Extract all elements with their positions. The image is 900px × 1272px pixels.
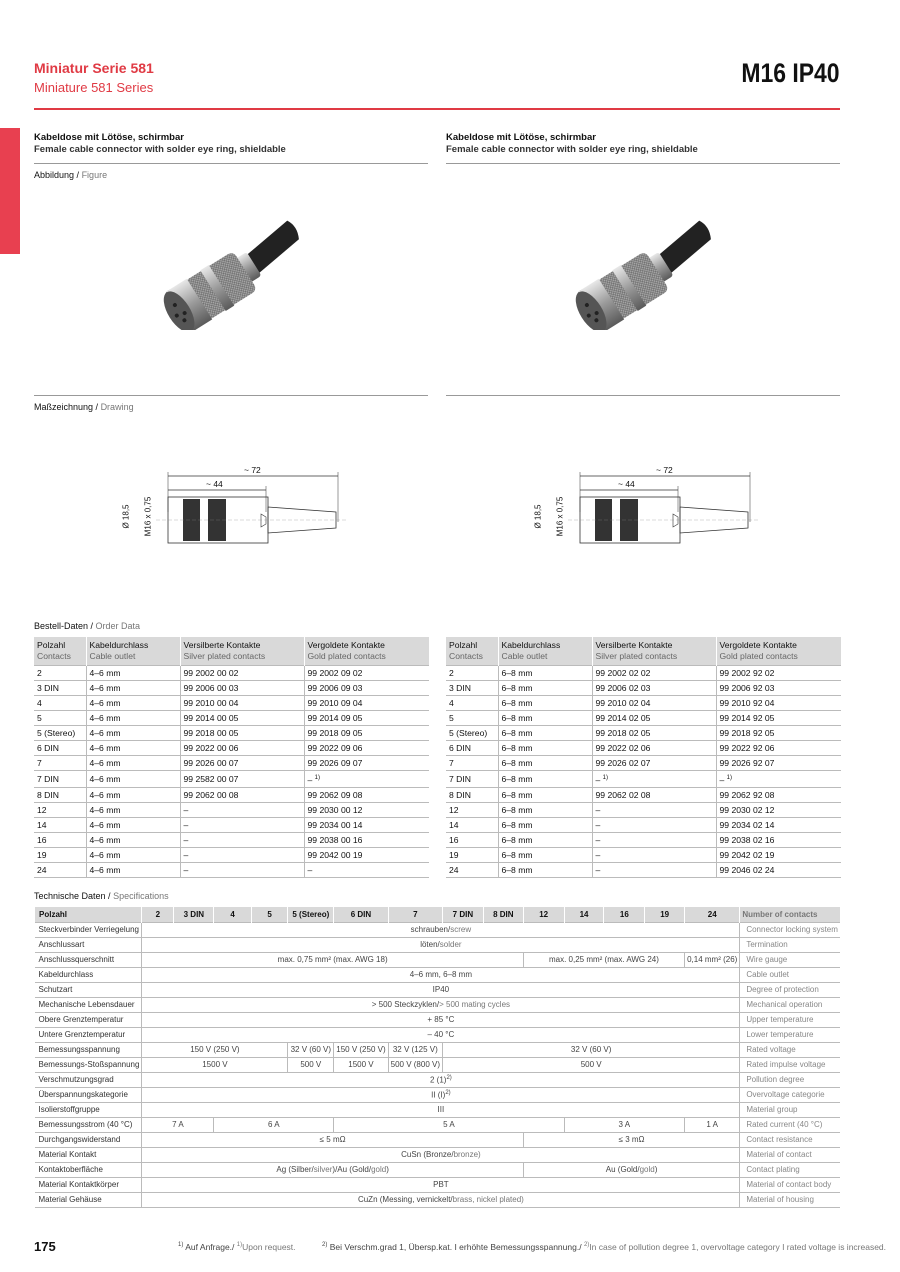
table-cell: 99 2046 02 24: [716, 862, 841, 877]
table-cell: 6–8 mm: [498, 817, 592, 832]
table-cell: –: [180, 847, 304, 862]
spec-value: – 40 °C: [142, 1027, 740, 1042]
table-cell: – $^{1)}$: [592, 771, 716, 788]
spec-header-label: Polzahl: [35, 907, 142, 922]
drawing-left: [121, 462, 356, 552]
table-cell: 99 2018 02 05: [592, 726, 716, 741]
order-header: Polzahl Contacts: [34, 637, 86, 666]
table-cell: 99 2010 02 04: [592, 696, 716, 711]
table-cell: 4–6 mm: [86, 771, 180, 788]
table-cell: –: [592, 862, 716, 877]
table-cell: 5 (Stereo): [34, 726, 86, 741]
table-cell: 6–8 mm: [498, 802, 592, 817]
spec-value: 2 $(1)^{2)}$: [142, 1072, 740, 1087]
dim-body: ~ 44: [206, 479, 223, 489]
spec-value: 500 V: [288, 1057, 334, 1072]
table-cell: 99 2062 92 08: [716, 787, 841, 802]
table-cell: 99 2034 02 14: [716, 817, 841, 832]
table-cell: 6–8 mm: [498, 666, 592, 681]
table-cell: 99 2026 09 07: [304, 756, 429, 771]
product-title-left: [34, 132, 286, 156]
spec-value: 0,14 mm² (26): [685, 952, 740, 967]
table-row: [34, 726, 429, 741]
spec-value: 32 V (60 V): [443, 1042, 740, 1057]
table-row: [34, 817, 429, 832]
table-cell: 99 2026 00 07: [180, 756, 304, 771]
connector-image-left: [150, 220, 320, 330]
spec-row-label: Durchgangswiderstand: [35, 1132, 142, 1147]
dim-overall: ~ 72: [656, 465, 673, 475]
order-header: Versilberte Kontakte Silver plated contacts: [592, 637, 716, 666]
spec-row-label: Anschlussart: [35, 937, 142, 952]
table-cell: 4–6 mm: [86, 696, 180, 711]
divider: [34, 163, 428, 164]
section-tab: [0, 128, 20, 254]
table-cell: –: [180, 817, 304, 832]
product-title-en: Female cable connector with solder eye ring, shieldable: [446, 144, 698, 155]
spec-row-en: Material of housing: [740, 1192, 840, 1207]
spec-row: [35, 997, 841, 1012]
spec-row-en: Upper temperature: [740, 1012, 840, 1027]
spec-row: [35, 1192, 841, 1207]
table-cell: 4–6 mm: [86, 756, 180, 771]
table-cell: 99 2042 00 19: [304, 847, 429, 862]
table-cell: 6–8 mm: [498, 726, 592, 741]
spec-value: 4–6 mm, 6–8 mm: [142, 967, 740, 982]
spec-value: 3 A: [564, 1117, 685, 1132]
table-cell: – $^{1)}$: [716, 771, 841, 788]
table-cell: 99 2014 92 05: [716, 711, 841, 726]
table-cell: –: [304, 862, 429, 877]
table-cell: 3 DIN: [34, 681, 86, 696]
table-row: [34, 802, 429, 817]
footnote-1: $^{1)}$ Auf Anfrage./ $^{1)}$Upon request.: [178, 1242, 296, 1252]
spec-value: III: [142, 1102, 740, 1117]
table-cell: 99 2002 09 02: [304, 666, 429, 681]
table-row: [446, 771, 841, 788]
spec-row-label: Schutzart: [35, 982, 142, 997]
table-cell: 12: [34, 802, 86, 817]
table-cell: 6 DIN: [446, 741, 498, 756]
table-cell: 6–8 mm: [498, 862, 592, 877]
spec-header-contact: 5 (Stereo): [288, 907, 334, 922]
table-cell: 4: [446, 696, 498, 711]
spec-row-en: Cable outlet: [740, 967, 840, 982]
order-header: Kabeldurchlass Cable outlet: [498, 637, 592, 666]
spec-value: 32 V (60 V): [288, 1042, 334, 1057]
spec-value: ≤ 3 mΩ: [523, 1132, 740, 1147]
spec-label: Technische Daten / Specifications: [34, 891, 169, 901]
order-header: Versilberte Kontakte Silver plated contacts: [180, 637, 304, 666]
table-cell: 99 2010 09 04: [304, 696, 429, 711]
spec-row-label: Obere Grenztemperatur: [35, 1012, 142, 1027]
table-cell: 99 2022 00 06: [180, 741, 304, 756]
table-cell: 99 2062 09 08: [304, 787, 429, 802]
spec-header-contact: 24: [685, 907, 740, 922]
spec-value: löten/solder: [142, 937, 740, 952]
table-cell: 4–6 mm: [86, 741, 180, 756]
table-cell: 5 (Stereo): [446, 726, 498, 741]
table-cell: 6–8 mm: [498, 741, 592, 756]
spec-value: 6 A: [214, 1117, 334, 1132]
spec-row: [35, 922, 841, 937]
spec-value: CuSn (Bronze/bronze): [142, 1147, 740, 1162]
table-cell: 4–6 mm: [86, 862, 180, 877]
spec-row-en: Material of contact: [740, 1147, 840, 1162]
spec-row-en: Rated impulse voltage: [740, 1057, 840, 1072]
spec-header-contact: 16: [604, 907, 645, 922]
spec-row-en: Contact resistance: [740, 1132, 840, 1147]
table-cell: 99 2014 09 05: [304, 711, 429, 726]
table-cell: 4–6 mm: [86, 726, 180, 741]
table-cell: 99 2034 00 14: [304, 817, 429, 832]
table-row: [34, 771, 429, 788]
dim-thread: M16 x 0,75: [555, 496, 565, 537]
spec-value: > 500 Steckzyklen/> 500 mating cycles: [142, 997, 740, 1012]
dim-body: ~ 44: [618, 479, 635, 489]
table-cell: 8 DIN: [446, 787, 498, 802]
page-number: 175: [34, 1239, 56, 1254]
table-cell: 99 2002 92 02: [716, 666, 841, 681]
table-row: [446, 787, 841, 802]
spec-row-en: Rated voltage: [740, 1042, 840, 1057]
table-cell: –: [592, 832, 716, 847]
table-cell: 6–8 mm: [498, 771, 592, 788]
table-cell: 4–6 mm: [86, 681, 180, 696]
spec-row-label: Überspannungskategorie: [35, 1087, 142, 1102]
table-row: [446, 666, 841, 681]
spec-row: [35, 1057, 841, 1072]
spec-table: [34, 907, 840, 1208]
table-cell: 99 2062 02 08: [592, 787, 716, 802]
spec-row-label: Bemessungsspannung: [35, 1042, 142, 1057]
table-cell: –: [180, 802, 304, 817]
table-cell: 5: [446, 711, 498, 726]
spec-row: [35, 1177, 841, 1192]
spec-row: [35, 1102, 841, 1117]
spec-value: II $(I)^{2)}$: [142, 1087, 740, 1102]
table-cell: 99 2006 09 03: [304, 681, 429, 696]
dim-diameter: Ø 18,5: [533, 504, 543, 529]
spec-header-contact: 4: [214, 907, 251, 922]
table-cell: 4–6 mm: [86, 817, 180, 832]
table-cell: 3 DIN: [446, 681, 498, 696]
table-cell: –: [592, 847, 716, 862]
spec-value: 1500 V: [142, 1057, 288, 1072]
table-cell: 99 2022 02 06: [592, 741, 716, 756]
table-cell: 7 DIN: [34, 771, 86, 788]
spec-header-contact: 14: [564, 907, 604, 922]
spec-value: max. 0,75 mm² (max. AWG 18): [142, 952, 523, 967]
spec-header-contact: 5: [251, 907, 288, 922]
table-cell: 4–6 mm: [86, 666, 180, 681]
spec-row-en: Lower temperature: [740, 1027, 840, 1042]
table-cell: 99 2022 92 06: [716, 741, 841, 756]
spec-value: max. 0,25 mm² (max. AWG 24): [523, 952, 684, 967]
order-header: Kabeldurchlass Cable outlet: [86, 637, 180, 666]
table-row: [34, 847, 429, 862]
order-label: Bestell-Daten / Order Data: [34, 621, 141, 631]
table-cell: 7: [34, 756, 86, 771]
spec-row: [35, 1087, 841, 1102]
spec-row-label: Verschmutzungsgrad: [35, 1072, 142, 1087]
spec-row-en: Contact plating: [740, 1162, 840, 1177]
table-cell: 16: [446, 832, 498, 847]
table-row: [34, 711, 429, 726]
table-cell: 99 2018 92 05: [716, 726, 841, 741]
spec-row-label: Kabeldurchlass: [35, 967, 142, 982]
spec-value: 500 V (800 V): [388, 1057, 442, 1072]
spec-value: ≤ 5 mΩ: [142, 1132, 523, 1147]
spec-row-en: Termination: [740, 937, 840, 952]
spec-row-en: Mechanical operation: [740, 997, 840, 1012]
table-cell: 24: [446, 862, 498, 877]
series-title-en: Miniature 581 Series: [34, 80, 154, 95]
table-cell: 99 2006 92 03: [716, 681, 841, 696]
dim-diameter: Ø 18,5: [121, 504, 131, 529]
table-row: [446, 711, 841, 726]
spec-row: [35, 967, 841, 982]
table-cell: 24: [34, 862, 86, 877]
table-cell: 8 DIN: [34, 787, 86, 802]
table-cell: 99 2042 02 19: [716, 847, 841, 862]
table-row: [34, 787, 429, 802]
table-cell: –: [180, 862, 304, 877]
divider: [446, 395, 840, 396]
table-row: [446, 802, 841, 817]
table-cell: 16: [34, 832, 86, 847]
spec-row: [35, 1117, 841, 1132]
table-cell: –: [180, 832, 304, 847]
dim-thread: M16 x 0,75: [143, 496, 153, 537]
product-title-right: [446, 132, 698, 156]
spec-value: Ag (Silber/silver)/Au (Gold/gold): [142, 1162, 523, 1177]
table-row: [446, 741, 841, 756]
drawing-label: Maßzeichnung / Drawing: [34, 402, 134, 412]
spec-value: 5 A: [334, 1117, 564, 1132]
product-title-de: Kabeldose mit Lötöse, schirmbar: [34, 132, 184, 143]
spec-row-label: Material Gehäuse: [35, 1192, 142, 1207]
spec-row-label: Untere Grenztemperatur: [35, 1027, 142, 1042]
spec-value: 150 V (250 V): [334, 1042, 388, 1057]
connector-image-right: [562, 220, 732, 330]
spec-row-en: Pollution degree: [740, 1072, 840, 1087]
spec-row: [35, 1132, 841, 1147]
table-cell: 6–8 mm: [498, 696, 592, 711]
spec-value: 500 V: [443, 1057, 740, 1072]
spec-row-label: Bemessungsstrom (40 °C): [35, 1117, 142, 1132]
spec-row: [35, 937, 841, 952]
order-table-right: [446, 637, 841, 878]
table-cell: 7 DIN: [446, 771, 498, 788]
spec-value: 32 V (125 V): [388, 1042, 442, 1057]
spec-header-contact: 8 DIN: [483, 907, 523, 922]
spec-value: 7 A: [142, 1117, 214, 1132]
table-cell: 14: [34, 817, 86, 832]
spec-row-label: Anschlussquerschnitt: [35, 952, 142, 967]
spec-row-label: Steckverbinder Verriegelung: [35, 922, 142, 937]
table-row: [446, 817, 841, 832]
table-cell: 99 2014 02 05: [592, 711, 716, 726]
spec-value: 1 A: [685, 1117, 740, 1132]
spec-row: [35, 1027, 841, 1042]
spec-value: 1500 V: [334, 1057, 388, 1072]
table-cell: 99 2014 00 05: [180, 711, 304, 726]
spec-value: schrauben/screw: [142, 922, 740, 937]
table-cell: 6–8 mm: [498, 847, 592, 862]
table-row: [446, 726, 841, 741]
spec-row: [35, 952, 841, 967]
header-rule: [34, 108, 840, 110]
spec-row-en: Overvoltage categorie: [740, 1087, 840, 1102]
dim-overall: ~ 72: [244, 465, 261, 475]
spec-value: Au (Gold/gold): [523, 1162, 740, 1177]
divider: [34, 395, 428, 396]
spec-row-en: Rated current (40 °C): [740, 1117, 840, 1132]
table-cell: 99 2038 00 16: [304, 832, 429, 847]
spec-header-contact: 7 DIN: [443, 907, 484, 922]
table-cell: 2: [34, 666, 86, 681]
spec-row-en: Connector locking system: [740, 922, 840, 937]
spec-row: [35, 1072, 841, 1087]
table-cell: 99 2030 00 12: [304, 802, 429, 817]
spec-header-contact: 7: [388, 907, 442, 922]
spec-row-label: Bemessungs-Stoßspannung: [35, 1057, 142, 1072]
table-cell: 19: [446, 847, 498, 862]
spec-row-en: Material group: [740, 1102, 840, 1117]
table-row: [34, 862, 429, 877]
table-row: [34, 696, 429, 711]
table-cell: 99 2022 09 06: [304, 741, 429, 756]
table-cell: –: [592, 817, 716, 832]
spec-row-label: Kontaktoberfläche: [35, 1162, 142, 1177]
table-cell: 4–6 mm: [86, 832, 180, 847]
table-cell: 19: [34, 847, 86, 862]
table-cell: 6–8 mm: [498, 681, 592, 696]
table-cell: 4–6 mm: [86, 711, 180, 726]
spec-value: CuZn (Messing, vernickelt/brass, nickel plated): [142, 1192, 740, 1207]
spec-value: PBT: [142, 1177, 740, 1192]
table-cell: 99 2026 02 07: [592, 756, 716, 771]
order-header: Vergoldete Kontakte Gold plated contacts: [304, 637, 429, 666]
divider: [446, 163, 840, 164]
spec-value: + 85 °C: [142, 1012, 740, 1027]
table-row: [446, 681, 841, 696]
table-row: [34, 666, 429, 681]
series-title-de: Miniatur Serie 581: [34, 60, 154, 76]
table-cell: 99 2062 00 08: [180, 787, 304, 802]
table-cell: 7: [446, 756, 498, 771]
spec-header-contact: 2: [142, 907, 174, 922]
drawing-right: [533, 462, 768, 552]
table-cell: 6 DIN: [34, 741, 86, 756]
order-table-left: [34, 637, 429, 878]
order-header: Polzahl Contacts: [446, 637, 498, 666]
table-cell: 4–6 mm: [86, 787, 180, 802]
table-cell: 99 2006 02 03: [592, 681, 716, 696]
figure-label: Abbildung / Figure: [34, 170, 108, 180]
spec-row: [35, 1042, 841, 1057]
spec-row-en: Material of contact body: [740, 1177, 840, 1192]
table-row: [446, 847, 841, 862]
order-header: Vergoldete Kontakte Gold plated contacts: [716, 637, 841, 666]
table-cell: 99 2010 92 04: [716, 696, 841, 711]
table-row: [446, 756, 841, 771]
product-title-en: Female cable connector with solder eye ring, shieldable: [34, 144, 286, 155]
spec-value: 150 V (250 V): [142, 1042, 288, 1057]
table-cell: 2: [446, 666, 498, 681]
spec-header-row: [35, 907, 841, 922]
table-cell: 6–8 mm: [498, 756, 592, 771]
table-cell: 99 2030 02 12: [716, 802, 841, 817]
spec-row-label: Mechanische Lebensdauer: [35, 997, 142, 1012]
spec-row: [35, 1147, 841, 1162]
spec-row-label: Material Kontaktkörper: [35, 1177, 142, 1192]
spec-header-en: Number of contacts: [740, 907, 840, 922]
table-cell: 99 2006 00 03: [180, 681, 304, 696]
spec-header-contact: 19: [645, 907, 685, 922]
table-cell: 6–8 mm: [498, 711, 592, 726]
spec-row: [35, 982, 841, 997]
spec-row-label: Material Kontakt: [35, 1147, 142, 1162]
table-cell: 99 2018 00 05: [180, 726, 304, 741]
table-row: [446, 696, 841, 711]
table-cell: 6–8 mm: [498, 787, 592, 802]
table-cell: 4–6 mm: [86, 802, 180, 817]
spec-row: [35, 1162, 841, 1177]
table-cell: 5: [34, 711, 86, 726]
spec-row-en: Degree of protection: [740, 982, 840, 997]
table-row: [34, 756, 429, 771]
spec-header-contact: 6 DIN: [334, 907, 388, 922]
spec-value: IP40: [142, 982, 740, 997]
table-cell: 99 2582 00 07: [180, 771, 304, 788]
table-cell: 99 2002 02 02: [592, 666, 716, 681]
spec-row-label: Isolierstoffgruppe: [35, 1102, 142, 1117]
table-cell: –: [592, 802, 716, 817]
table-cell: 99 2018 09 05: [304, 726, 429, 741]
table-cell: 14: [446, 817, 498, 832]
product-code: M16 IP40: [741, 58, 840, 88]
spec-row-en: Wire gauge: [740, 952, 840, 967]
table-cell: 4: [34, 696, 86, 711]
table-row: [34, 832, 429, 847]
table-cell: 99 2010 00 04: [180, 696, 304, 711]
product-title-de: Kabeldose mit Lötöse, schirmbar: [446, 132, 596, 143]
table-cell: 99 2038 02 16: [716, 832, 841, 847]
table-cell: 12: [446, 802, 498, 817]
spec-row: [35, 1012, 841, 1027]
spec-header-contact: 3 DIN: [174, 907, 214, 922]
table-row: [446, 832, 841, 847]
table-cell: 4–6 mm: [86, 847, 180, 862]
table-row: [34, 741, 429, 756]
spec-header-contact: 12: [523, 907, 564, 922]
footnote-2: $^{2)}$ Bei Verschm.grad 1, Übersp.kat. I erhöhte Bemessungsspannung./ $^{2)}$In case of pollution degree 1, overvoltage category I rated voltage is increased.: [322, 1242, 887, 1252]
table-cell: – $^{1)}$: [304, 771, 429, 788]
table-row: [446, 862, 841, 877]
table-row: [34, 681, 429, 696]
table-cell: 99 2002 00 02: [180, 666, 304, 681]
table-cell: 99 2026 92 07: [716, 756, 841, 771]
table-cell: 6–8 mm: [498, 832, 592, 847]
